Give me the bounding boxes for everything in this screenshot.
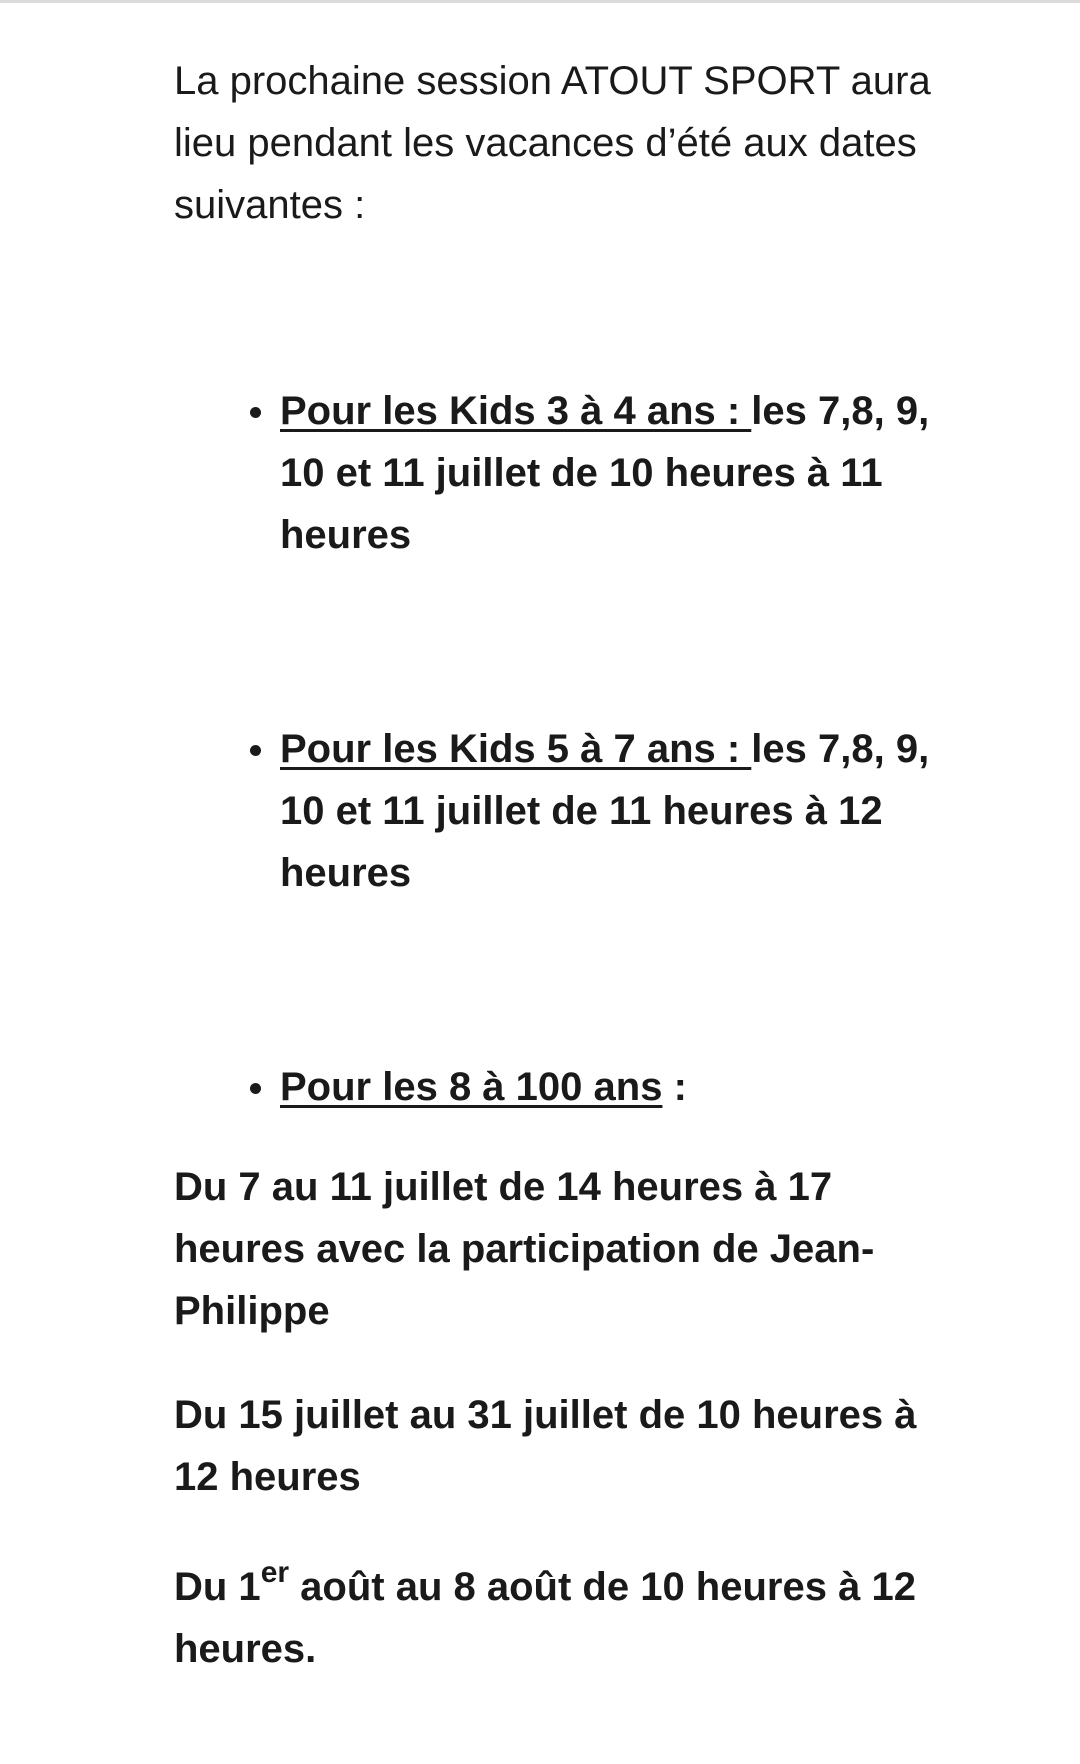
session-title: Pour les Kids 3 à 4 ans :: [280, 389, 752, 433]
list-item-kids-5-7: [174, 718, 934, 904]
top-divider: [0, 0, 1080, 3]
article-body: [174, 50, 934, 1680]
list-item-8-100: [174, 1056, 934, 1118]
date-paragraph-second: Du 15 juillet au 31 juillet de 10 heures à 12 heures: [174, 1393, 917, 1499]
session-detail: :: [662, 1065, 687, 1109]
bullet-icon: [250, 407, 261, 418]
date-paragraph-first: Du 7 au 11 juillet de 14 heures à 17 heures avec la participation de Jean-Philippe: [174, 1165, 875, 1333]
bullet-icon: [250, 745, 261, 756]
ordinal-superscript: er: [260, 1556, 290, 1589]
session-detail: les 7,8, 9, 10 et 11 juillet de 11 heures à 12 heures: [280, 727, 930, 895]
date-third-prefix: Du 1: [174, 1565, 261, 1609]
session-list: [174, 380, 934, 1118]
bullet-icon: [250, 1083, 261, 1094]
session-detail: les 7,8, 9, 10 et 11 juillet de 10 heures à 11 heures: [280, 389, 930, 557]
list-item-kids-3-4: [174, 380, 934, 566]
session-title: Pour les Kids 5 à 7 ans :: [280, 727, 752, 771]
session-title: Pour les 8 à 100 ans: [280, 1065, 663, 1109]
date-paragraph-third: [174, 1556, 934, 1680]
intro-paragraph: La prochaine session ATOUT SPORT aura lieu pendant les vacances d’été aux dates suivantes :: [174, 59, 931, 227]
date-third-suffix: août au 8 août de 10 heures à 12 heures.: [174, 1565, 916, 1671]
